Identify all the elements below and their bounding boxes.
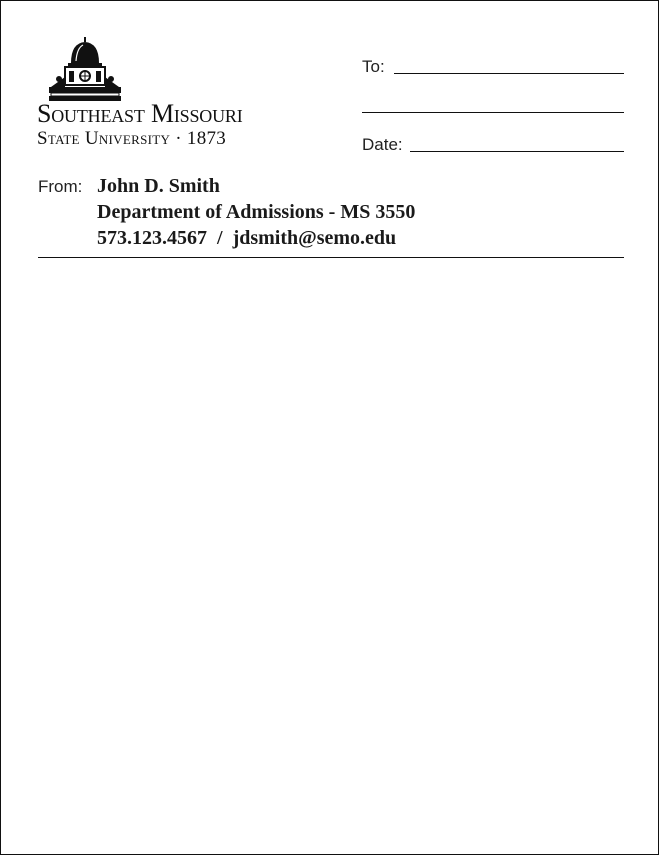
- to-line[interactable]: [394, 73, 624, 74]
- sender-info: [97, 173, 415, 251]
- sender-phone: 573.123.4567: [97, 227, 207, 249]
- academic-hall-dome-icon: [49, 37, 121, 101]
- contact-separator: /: [217, 227, 223, 249]
- from-label: From:: [38, 177, 83, 196]
- sender-contact: [97, 225, 415, 251]
- sender-department: Department of Admissions - MS 3550: [97, 201, 416, 223]
- university-subtitle: State University · 1873: [37, 128, 227, 149]
- note-writing-area[interactable]: [38, 265, 624, 825]
- university-logo: [37, 37, 327, 149]
- sender-email: jdsmith@semo.edu: [232, 227, 397, 249]
- sender-name: John D. Smith: [97, 175, 220, 197]
- university-name: Southeast Missouri: [37, 99, 243, 128]
- date-line[interactable]: [410, 151, 624, 152]
- to-label: To:: [362, 57, 385, 76]
- to-line-2[interactable]: [362, 112, 624, 113]
- header-divider: [38, 257, 624, 258]
- date-label: Date:: [362, 135, 403, 154]
